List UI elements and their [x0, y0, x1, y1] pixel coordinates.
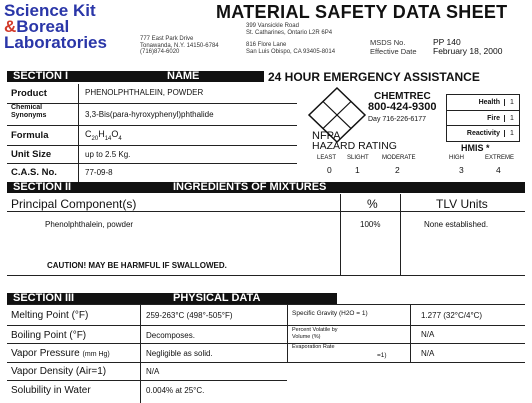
address-california: 816 Flore Lane San Luis Obispo, CA 93405-8014 [246, 42, 336, 55]
caution-text: CAUTION! MAY BE HARMFUL IF SWALLOWED. [47, 261, 227, 270]
melting-point-value: 259-263°C (498°-505°F) [146, 311, 233, 320]
evaporation-rate-suffix: =1) [377, 352, 387, 359]
specific-gravity-value: 1.277 (32°C/4°C) [421, 311, 483, 320]
hmis-grid [446, 94, 520, 142]
address-canada: 399 Vansickle Road St. Catharines, Ontario L2R 6P4 [246, 23, 333, 36]
logo-line-3: Laboratories [4, 33, 107, 52]
component-percent: 100% [360, 220, 381, 229]
logo-line-1: Science Kit [4, 1, 96, 20]
hmis-reactivity-row: Reactivity 1 [447, 126, 519, 141]
scale-0: 0 [327, 165, 332, 175]
section-2-header: INGREDIENTS OF MIXTURES [173, 181, 327, 193]
section-3-header: PHYSICAL DATA [173, 292, 261, 304]
percent-header: % [367, 197, 378, 211]
solubility-value: 0.004% at 25°C. [146, 386, 205, 395]
component-tlv: None established. [424, 220, 489, 229]
vapor-density-value: N/A [146, 367, 160, 376]
scale-high: HIGH [449, 155, 464, 161]
component-name: Phenolphthalein, powder [45, 220, 134, 229]
scale-3: 3 [459, 165, 464, 175]
vapor-density-label: Vapor Density (Air=1) [11, 366, 107, 377]
section-2-label: SECTION II [13, 181, 72, 193]
nfpa-label: NFPA [312, 130, 341, 142]
percent-volatile-label: Percent Volatile by Volume (%) [292, 327, 338, 340]
section-1-label: SECTION I [13, 70, 69, 82]
hmis-fire-row: Fire 1 [447, 111, 519, 126]
scale-4: 4 [496, 165, 501, 175]
evaporation-rate-label: Evaporation Rate [292, 344, 335, 350]
chemtrec-phone: 800-424-9300 [368, 101, 437, 113]
solubility-label: Solubility in Water [11, 385, 91, 396]
emergency-header: 24 HOUR EMERGENCY ASSISTANCE [268, 70, 480, 84]
tlv-units-header: TLV Units [436, 197, 488, 211]
hmis-label: HMIS * [461, 143, 490, 153]
section-1-name-header: NAME [167, 70, 200, 82]
product-label: Product [11, 88, 47, 99]
product-value: PHENOLPHTHALEIN, POWDER [85, 88, 204, 97]
logo-line-2: Boreal [16, 17, 70, 36]
specific-gravity-label: Specific Gravity (H2O = 1) [292, 310, 368, 317]
effective-date-label: Effective Date [370, 47, 417, 56]
address-us: 777 East Park Drive Tonawanda, N.Y. 14150-6784 (716)874-6020 [140, 36, 219, 55]
melting-point-label: Melting Point (°F) [11, 310, 89, 321]
chemical-synonyms-label: Chemical Synonyms [11, 104, 47, 119]
scale-1: 1 [355, 165, 360, 175]
section-2-bar [7, 182, 525, 193]
scale-least: LEAST [317, 155, 337, 161]
msds-number-value: PP 140 [433, 37, 461, 47]
cas-number-value: 77-09-8 [85, 168, 113, 177]
vapor-pressure-label: Vapor Pressure (mm Hg) [11, 348, 110, 359]
hazard-rating-label: HAZARD RATING [312, 140, 397, 152]
unit-size-label: Unit Size [11, 149, 52, 160]
formula-label: Formula [11, 130, 49, 141]
scale-2: 2 [395, 165, 400, 175]
scale-moderate: MODERATE [382, 155, 416, 161]
chemical-synonyms-value: 3,3-Bis(para-hyroxyphenyl)phthalide [85, 110, 214, 119]
scale-slight: SLIGHT [347, 155, 369, 161]
logo-ampersand: & [4, 17, 17, 36]
section-3-label: SECTION III [13, 292, 75, 304]
evaporation-rate-value: N/A [421, 349, 435, 358]
effective-date-value: February 18, 2000 [433, 46, 503, 56]
hmis-health-row: Health 1 [447, 95, 519, 111]
document-title: MATERIAL SAFETY DATA SHEET [216, 2, 508, 22]
scale-extreme: EXTREME [485, 155, 515, 161]
boiling-point-label: Boiling Point (°F) [11, 330, 87, 341]
chemtrec-label: CHEMTREC [374, 91, 431, 102]
logo [4, 3, 107, 51]
boiling-point-value: Decomposes. [146, 331, 195, 340]
unit-size-value: up to 2.5 Kg. [85, 150, 131, 159]
msds-number-label: MSDS No. [370, 38, 406, 47]
principal-components-header: Principal Component(s) [11, 197, 137, 211]
formula-value: $C_{20}H_{14}O_4$ [85, 129, 122, 142]
section-3-bar [7, 293, 337, 304]
cas-number-label: C.A.S. No. [11, 167, 57, 178]
vapor-pressure-value: Negligible as solid. [146, 349, 213, 358]
chemtrec-day-phone: Day 716-226-6177 [368, 116, 426, 123]
section-1-bar [7, 71, 264, 82]
percent-volatile-value: N/A [421, 330, 435, 339]
